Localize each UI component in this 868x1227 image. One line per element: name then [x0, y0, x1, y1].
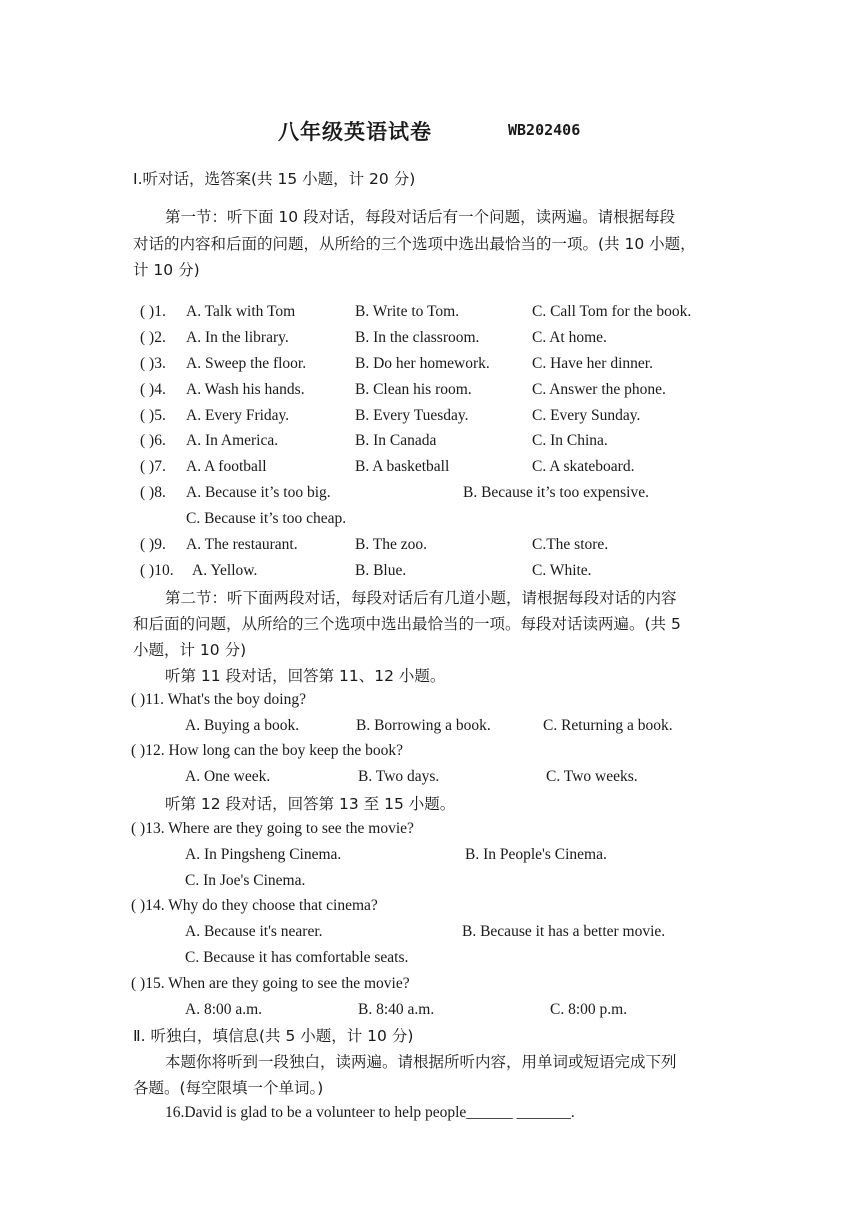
option-a: A. Every Friday.	[186, 407, 290, 424]
option-c: C. In China.	[532, 432, 608, 449]
part2-intro-line: 本题你将听到一段独白，读两遍。请根据所听内容，用单词或短语完成下列	[165, 1053, 677, 1071]
option-b: B. Because it has a better movie.	[462, 923, 666, 940]
option-c: C. White.	[532, 562, 592, 579]
part2-intro-line: 各题。(每空限填一个单词。)	[133, 1079, 324, 1097]
question-16: 16.David is glad to be a volunteer to help people______ _______.	[165, 1104, 575, 1121]
option-b: B. In People's Cinema.	[465, 846, 607, 863]
option-c: C. Because it has comfortable seats.	[185, 949, 409, 966]
question-number: ( )3.	[140, 355, 166, 372]
option-c: C.The store.	[532, 536, 609, 553]
option-b: B. Write to Tom.	[355, 303, 460, 320]
option-c: C. Because it’s too cheap.	[186, 510, 347, 527]
section1-intro-line: 计 10 分)	[133, 261, 200, 279]
section2-intro-line: 和后面的问题，从所给的三个选项中选出最恰当的一项。每段对话读两遍。(共 5	[133, 615, 681, 633]
part2-heading: Ⅱ. 听独白，填信息(共 5 小题，计 10 分)	[133, 1027, 414, 1045]
question-number: ( )9.	[140, 536, 166, 553]
section1-intro-line: 对话的内容和后面的问题，从所给的三个选项中选出最恰当的一项。(共 10 小题，	[133, 235, 696, 253]
option-a: A. Buying a book.	[185, 717, 300, 734]
option-c: C. Call Tom for the book.	[532, 303, 692, 320]
option-c: C. Two weeks.	[546, 768, 638, 785]
section1-intro-line: 第一节：听下面 10 段对话，每段对话后有一个问题，读两遍。请根据每段	[165, 208, 676, 226]
question-number: ( )4.	[140, 381, 166, 398]
option-c: C. Returning a book.	[543, 717, 673, 734]
option-a: A. 8:00 a.m.	[185, 1001, 263, 1018]
option-a: A. Yellow.	[192, 562, 258, 579]
option-a: A. Because it's nearer.	[185, 923, 323, 940]
option-b: B. Every Tuesday.	[355, 407, 469, 424]
question-text: ( )14. Why do they choose that cinema?	[131, 897, 378, 914]
option-c: C. In Joe's Cinema.	[185, 872, 306, 889]
question-number: ( )8.	[140, 484, 166, 501]
option-a: A. In Pingsheng Cinema.	[185, 846, 342, 863]
option-a: A. In America.	[186, 432, 279, 449]
option-c: C. Have her dinner.	[532, 355, 653, 372]
option-b: B. The zoo.	[355, 536, 428, 553]
option-b: B. Blue.	[355, 562, 407, 579]
option-a: A. Because it’s too big.	[186, 484, 331, 501]
option-b: B. Two days.	[358, 768, 440, 785]
question-number: ( )10.	[140, 562, 174, 579]
question-number: ( )7.	[140, 458, 166, 475]
option-b: B. A basketball	[355, 458, 450, 475]
option-b: B. Do her homework.	[355, 355, 490, 372]
dialog-11-intro: 听第 11 段对话，回答第 11、12 小题。	[165, 667, 446, 685]
question-text: ( )11. What's the boy doing?	[131, 691, 306, 708]
option-b: B. In the classroom.	[355, 329, 480, 346]
question-text: ( )15. When are they going to see the movie?	[131, 975, 410, 992]
paper-code: WB202406	[508, 121, 581, 139]
option-a: A. Wash his hands.	[186, 381, 305, 398]
part1-heading: Ⅰ.听对话，选答案(共 15 小题，计 20 分)	[133, 170, 416, 188]
option-a: A. A football	[186, 458, 267, 475]
option-b: B. Clean his room.	[355, 381, 472, 398]
option-b: B. 8:40 a.m.	[358, 1001, 435, 1018]
question-number: ( )1.	[140, 303, 166, 320]
option-a: A. One week.	[185, 768, 271, 785]
option-c: C. A skateboard.	[532, 458, 635, 475]
option-c: C. At home.	[532, 329, 607, 346]
question-text: ( )13. Where are they going to see the movie?	[131, 820, 414, 837]
option-c: C. 8:00 p.m.	[550, 1001, 628, 1018]
option-b: B. Borrowing a book.	[356, 717, 491, 734]
option-a: A. Talk with Tom	[186, 303, 296, 320]
section2-intro-line: 小题，计 10 分)	[133, 641, 247, 659]
page-title: 八年级英语试卷	[278, 120, 432, 144]
option-a: A. In the library.	[186, 329, 289, 346]
dialog-12-intro: 听第 12 段对话，回答第 13 至 15 小题。	[165, 795, 456, 813]
option-b: B. Because it’s too expensive.	[463, 484, 649, 501]
question-text: ( )12. How long can the boy keep the book?	[131, 742, 404, 759]
question-number: ( )5.	[140, 407, 166, 424]
option-a: A. The restaurant.	[186, 536, 298, 553]
option-c: C. Answer the phone.	[532, 381, 666, 398]
question-number: ( )2.	[140, 329, 166, 346]
option-b: B. In Canada	[355, 432, 437, 449]
option-a: A. Sweep the floor.	[186, 355, 307, 372]
option-c: C. Every Sunday.	[532, 407, 641, 424]
section2-intro-line: 第二节：听下面两段对话，每段对话后有几道小题，请根据每段对话的内容	[165, 589, 677, 607]
question-number: ( )6.	[140, 432, 166, 449]
